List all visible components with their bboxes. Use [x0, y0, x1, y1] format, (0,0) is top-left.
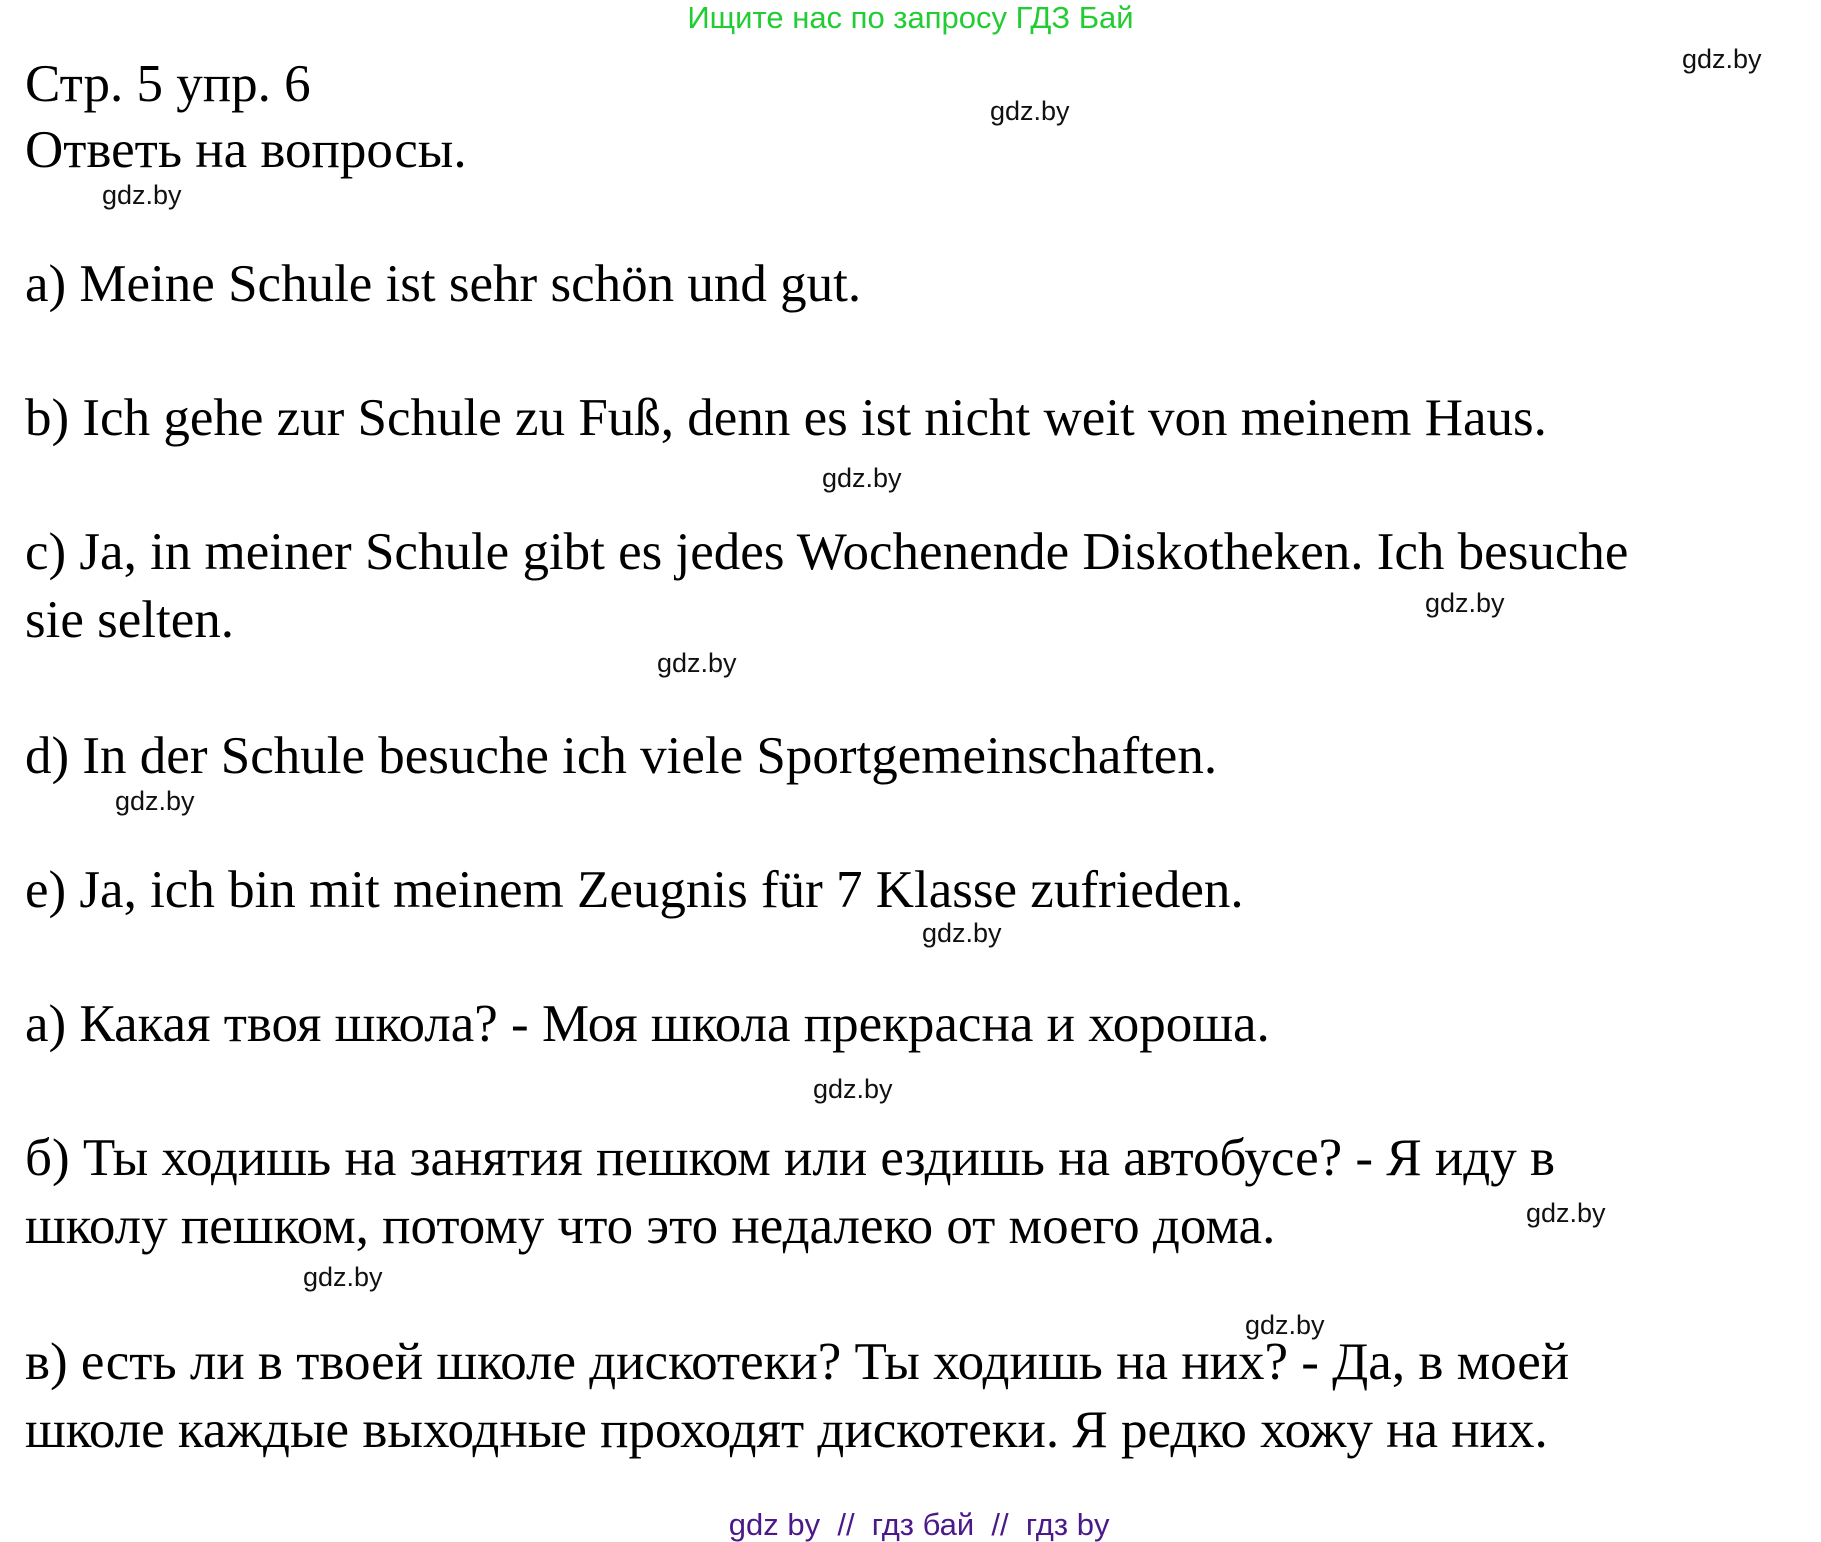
answer-ru-b-line1: б) Ты ходишь на занятия пешком или ездишь на автобусе? - Я иду в: [25, 1129, 1555, 1187]
answer-ru-a: а) Какая твоя школа? - Моя школа прекрасна и хороша.: [25, 995, 1270, 1053]
watermark: gdz.by: [1245, 1310, 1325, 1340]
watermark: gdz.by: [990, 96, 1070, 126]
watermark: gdz.by: [657, 648, 737, 678]
watermark: gdz.by: [303, 1262, 383, 1292]
search-banner: [0, 2, 1821, 33]
instruction-heading: Ответь на вопросы.: [25, 121, 467, 179]
footer-text: gdz by // гдз бай // гдз by: [728, 1507, 1110, 1542]
watermark: gdz.by: [1526, 1198, 1606, 1228]
answer-ru-v-line1: в) есть ли в твоей школе дискотеки? Ты ходишь на них? - Да, в моей: [25, 1333, 1570, 1391]
answer-ru-v-line2: школе каждые выходные проходят дискотеки. Я редко хожу на них.: [25, 1401, 1548, 1459]
watermark: gdz.by: [1682, 44, 1762, 74]
watermark: gdz.by: [1425, 588, 1505, 618]
watermark: gdz.by: [813, 1074, 893, 1104]
answer-de-d: d) In der Schule besuche ich viele Sportgemeinschaften.: [25, 727, 1218, 785]
search-banner-text: Ищите нас по запросу ГДЗ Бай: [687, 0, 1134, 35]
watermark: gdz.by: [822, 463, 902, 493]
watermark: gdz.by: [102, 180, 182, 210]
answer-de-c-line2: sie selten.: [25, 591, 234, 649]
page-title: Стр. 5 упр. 6: [25, 55, 311, 113]
footer-watermark: [0, 1478, 1821, 1540]
answer-de-b: b) Ich gehe zur Schule zu Fuß, denn es ist nicht weit von meinem Haus.: [25, 389, 1547, 447]
answer-de-a: a) Meine Schule ist sehr schön und gut.: [25, 255, 862, 313]
answer-ru-b-line2: школу пешком, потому что это недалеко от моего дома.: [25, 1197, 1276, 1255]
answer-de-c-line1: c) Ja, in meiner Schule gibt es jedes Wochenende Diskotheken. Ich besuche: [25, 523, 1629, 581]
watermark: gdz.by: [115, 786, 195, 816]
answer-de-e: e) Ja, ich bin mit meinem Zeugnis für 7 Klasse zufrieden.: [25, 861, 1244, 919]
watermark: gdz.by: [922, 918, 1002, 948]
